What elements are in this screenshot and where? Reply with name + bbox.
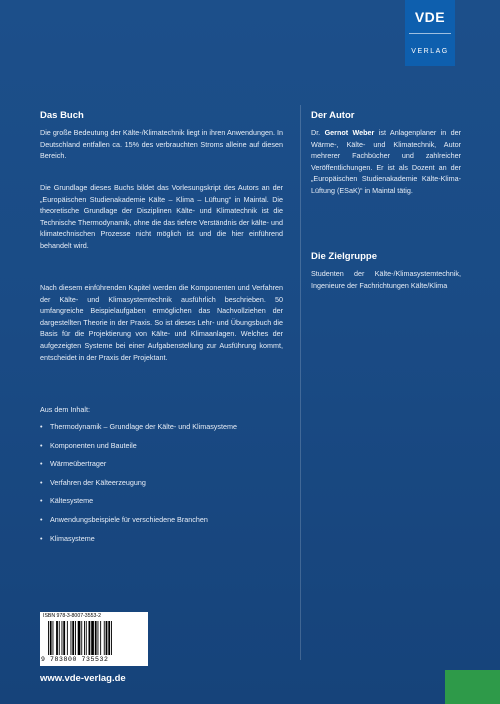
list-item: • Thermodynamik – Grundlage der Kälte- und Klimasysteme [40, 422, 237, 431]
barcode-bar [106, 621, 108, 655]
barcode-bar [84, 621, 85, 655]
bullet-icon: • [40, 496, 43, 506]
barcode-bar [81, 621, 82, 655]
barcode-bar [104, 621, 105, 655]
barcode-bar [89, 621, 91, 655]
author-paragraph: Dr. Gernot Weber ist Anlagenplaner in der Wärme-, Kälte- und Klimatechnik, Autor mehrerer Fachbücher und zahlreicher Veröffentlichungen. Er ist als Dozent an der „Europäischen Studienakademie Kälte-Klima-Lüftung (ESaK)“ in Maintal tätig. [311, 128, 462, 195]
bullet-icon: • [40, 514, 43, 524]
barcode-bar [48, 621, 49, 655]
website-link[interactable]: www.vde-verlag.de [40, 673, 126, 684]
list-item: • Verfahren der Kälteerzeugung [40, 477, 146, 487]
bullet-icon: • [40, 459, 43, 469]
list-item: • Kältesysteme [40, 496, 94, 506]
contents-list [40, 422, 237, 552]
audience-paragraph: Studenten der Kälte-/Klimasystemtechnik, Ingenieure der Fachrichtungen Kälte/Klima [311, 269, 461, 290]
barcode-bars [48, 621, 144, 655]
barcode-bar [59, 621, 60, 655]
list-item: • Wärmeübertrager [40, 459, 107, 469]
audience-heading: Die Zielgruppe [311, 251, 377, 262]
barcode-bar [108, 621, 110, 655]
barcode-bar [91, 621, 94, 655]
bullet-icon: • [40, 440, 43, 450]
barcode-bar [100, 621, 101, 655]
column-divider [300, 105, 301, 660]
contents-title: Aus dem Inhalt: [40, 405, 90, 414]
bullet-icon: • [40, 477, 43, 487]
barcode-bar [86, 621, 87, 655]
barcode-bar [71, 621, 72, 655]
book-heading: Das Buch [40, 110, 84, 121]
barcode-bar [63, 621, 65, 655]
author-heading: Der Autor [311, 110, 355, 121]
author-name: Gernot Weber [324, 128, 375, 137]
barcode [40, 612, 148, 666]
barcode-bar [56, 621, 58, 655]
barcode-bar [53, 621, 54, 655]
bullet-icon: • [40, 533, 43, 543]
list-item: • Komponenten und Bauteile [40, 440, 137, 450]
barcode-bar [95, 621, 97, 655]
barcode-bar [67, 621, 68, 655]
book-paragraph-2: Die Grundlage dieses Buchs bildet das Vorlesungskript des Autors an der „Europäischen Studienakademie Kälte – Klima – Lüftung“ in Maintal. Die theoretische Grundlage der Disziplinen Kälte- und Klimatechnik ist die Technische Thermodynamik, ohne die das tiefere Verständnis der kälte- und klimatechnischen Prozesse nicht möglich ist und die hier einführend behandelt wird. [40, 183, 283, 250]
list-item: • Anwendungsbeispiele für verschiedene Branchen [40, 514, 208, 524]
barcode-bar [78, 621, 81, 655]
isbn-text: ISBN 978-3-8007-3553-2 [43, 613, 101, 619]
barcode-bar [111, 621, 112, 655]
barcode-bar [72, 621, 74, 655]
list-item: • Klimasysteme [40, 533, 95, 543]
book-paragraph-3: Nach diesem einführenden Kapitel werden die Komponenten und Verfahren der Kälte- und Klimasystemtechnik ausführlich beschrieben. 50 umfangreiche Beispielaufgaben ermöglichen das Nachvollziehen der dargestellten Theorie in der Praxis. So ist dieses Lehr- und Übungsbuch die Basis für die Projektierung von Kälte- und Klimaanlagen. Welches der aufgezeigten Systeme bei einer Aufgabenstellung zur Ausführung kommt, entscheidet in der Praxis der Projektant. [40, 283, 283, 362]
verlag-label: VERLAG [411, 48, 449, 55]
green-corner-block [445, 670, 500, 704]
barcode-bar [98, 621, 99, 655]
barcode-bar [62, 621, 63, 655]
vde-logo-text: VDE [414, 9, 446, 25]
barcode-bar [50, 621, 52, 655]
vde-verlag-logo[interactable] [405, 0, 455, 66]
logo-divider [409, 33, 451, 34]
bullet-icon: • [40, 422, 43, 431]
barcode-number: 9 783800 735532 [41, 656, 109, 663]
book-paragraph-1: Die große Bedeutung der Kälte-/Klimatechnik liegt in ihren Anwendungen. In Deutschland entfallen ca. 15% des verbrauchten Stroms alleine auf diesen Bereich. [40, 128, 283, 161]
barcode-bar [75, 621, 76, 655]
